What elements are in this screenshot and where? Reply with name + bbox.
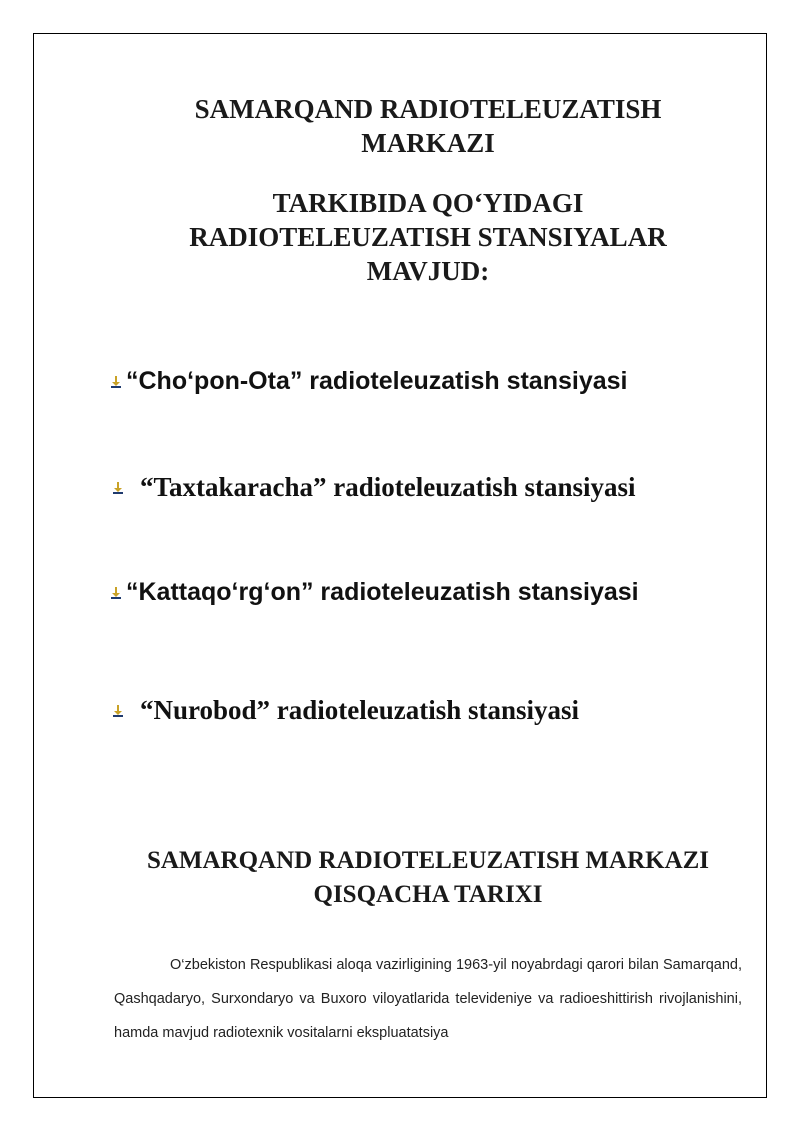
- main-heading: [100, 92, 756, 160]
- station-label: “Nurobod” radioteleuzatish stansiyasi: [140, 695, 580, 725]
- main-heading-line-2: MARKAZI: [361, 128, 495, 158]
- arrow-down-bullet-icon: [112, 481, 124, 495]
- arrow-down-bullet-icon: [110, 375, 122, 389]
- sub-heading: [100, 186, 756, 288]
- station-label: “Kattaqo‘rg‘on” radioteleuzatish stansiyasi: [126, 578, 639, 606]
- station-list-item: [112, 695, 579, 726]
- history-paragraph: O‘zbekiston Respublikasi aloqa vazirligining 1963-yil noyabrdagi qarori bilan Samarqand, Qashqadaryo, Surxondaryo va Buxoro viloyatlarida televideniye va radioeshittirish rivojlanishini, hamda mavjud radiotexnik vositalarni ekspluatatsiya: [114, 957, 742, 1041]
- station-label: “Cho‘pon-Ota” radioteleuzatish stansiyasi: [126, 367, 628, 395]
- station-list-item: [110, 367, 627, 396]
- sub-heading-line-1: TARKIBIDA QO‘YIDAGI: [272, 188, 584, 218]
- history-heading-line-2: QISQACHA TARIXI: [313, 881, 543, 908]
- history-heading: [100, 844, 756, 912]
- station-list-item: [112, 472, 636, 503]
- arrow-down-bullet-icon: [112, 704, 124, 718]
- sub-heading-line-3: MAVJUD:: [366, 256, 490, 286]
- station-label: “Taxtakaracha” radioteleuzatish stansiyasi: [140, 472, 636, 502]
- history-heading-line-1: SAMARQAND RADIOTELEUZATISH MARKAZI: [146, 847, 710, 874]
- sub-heading-line-2: RADIOTELEUZATISH STANSIYALAR: [189, 222, 667, 252]
- station-list-item: [110, 578, 639, 607]
- main-heading-line-1: SAMARQAND RADIOTELEUZATISH: [194, 94, 662, 124]
- arrow-down-bullet-icon: [110, 586, 122, 600]
